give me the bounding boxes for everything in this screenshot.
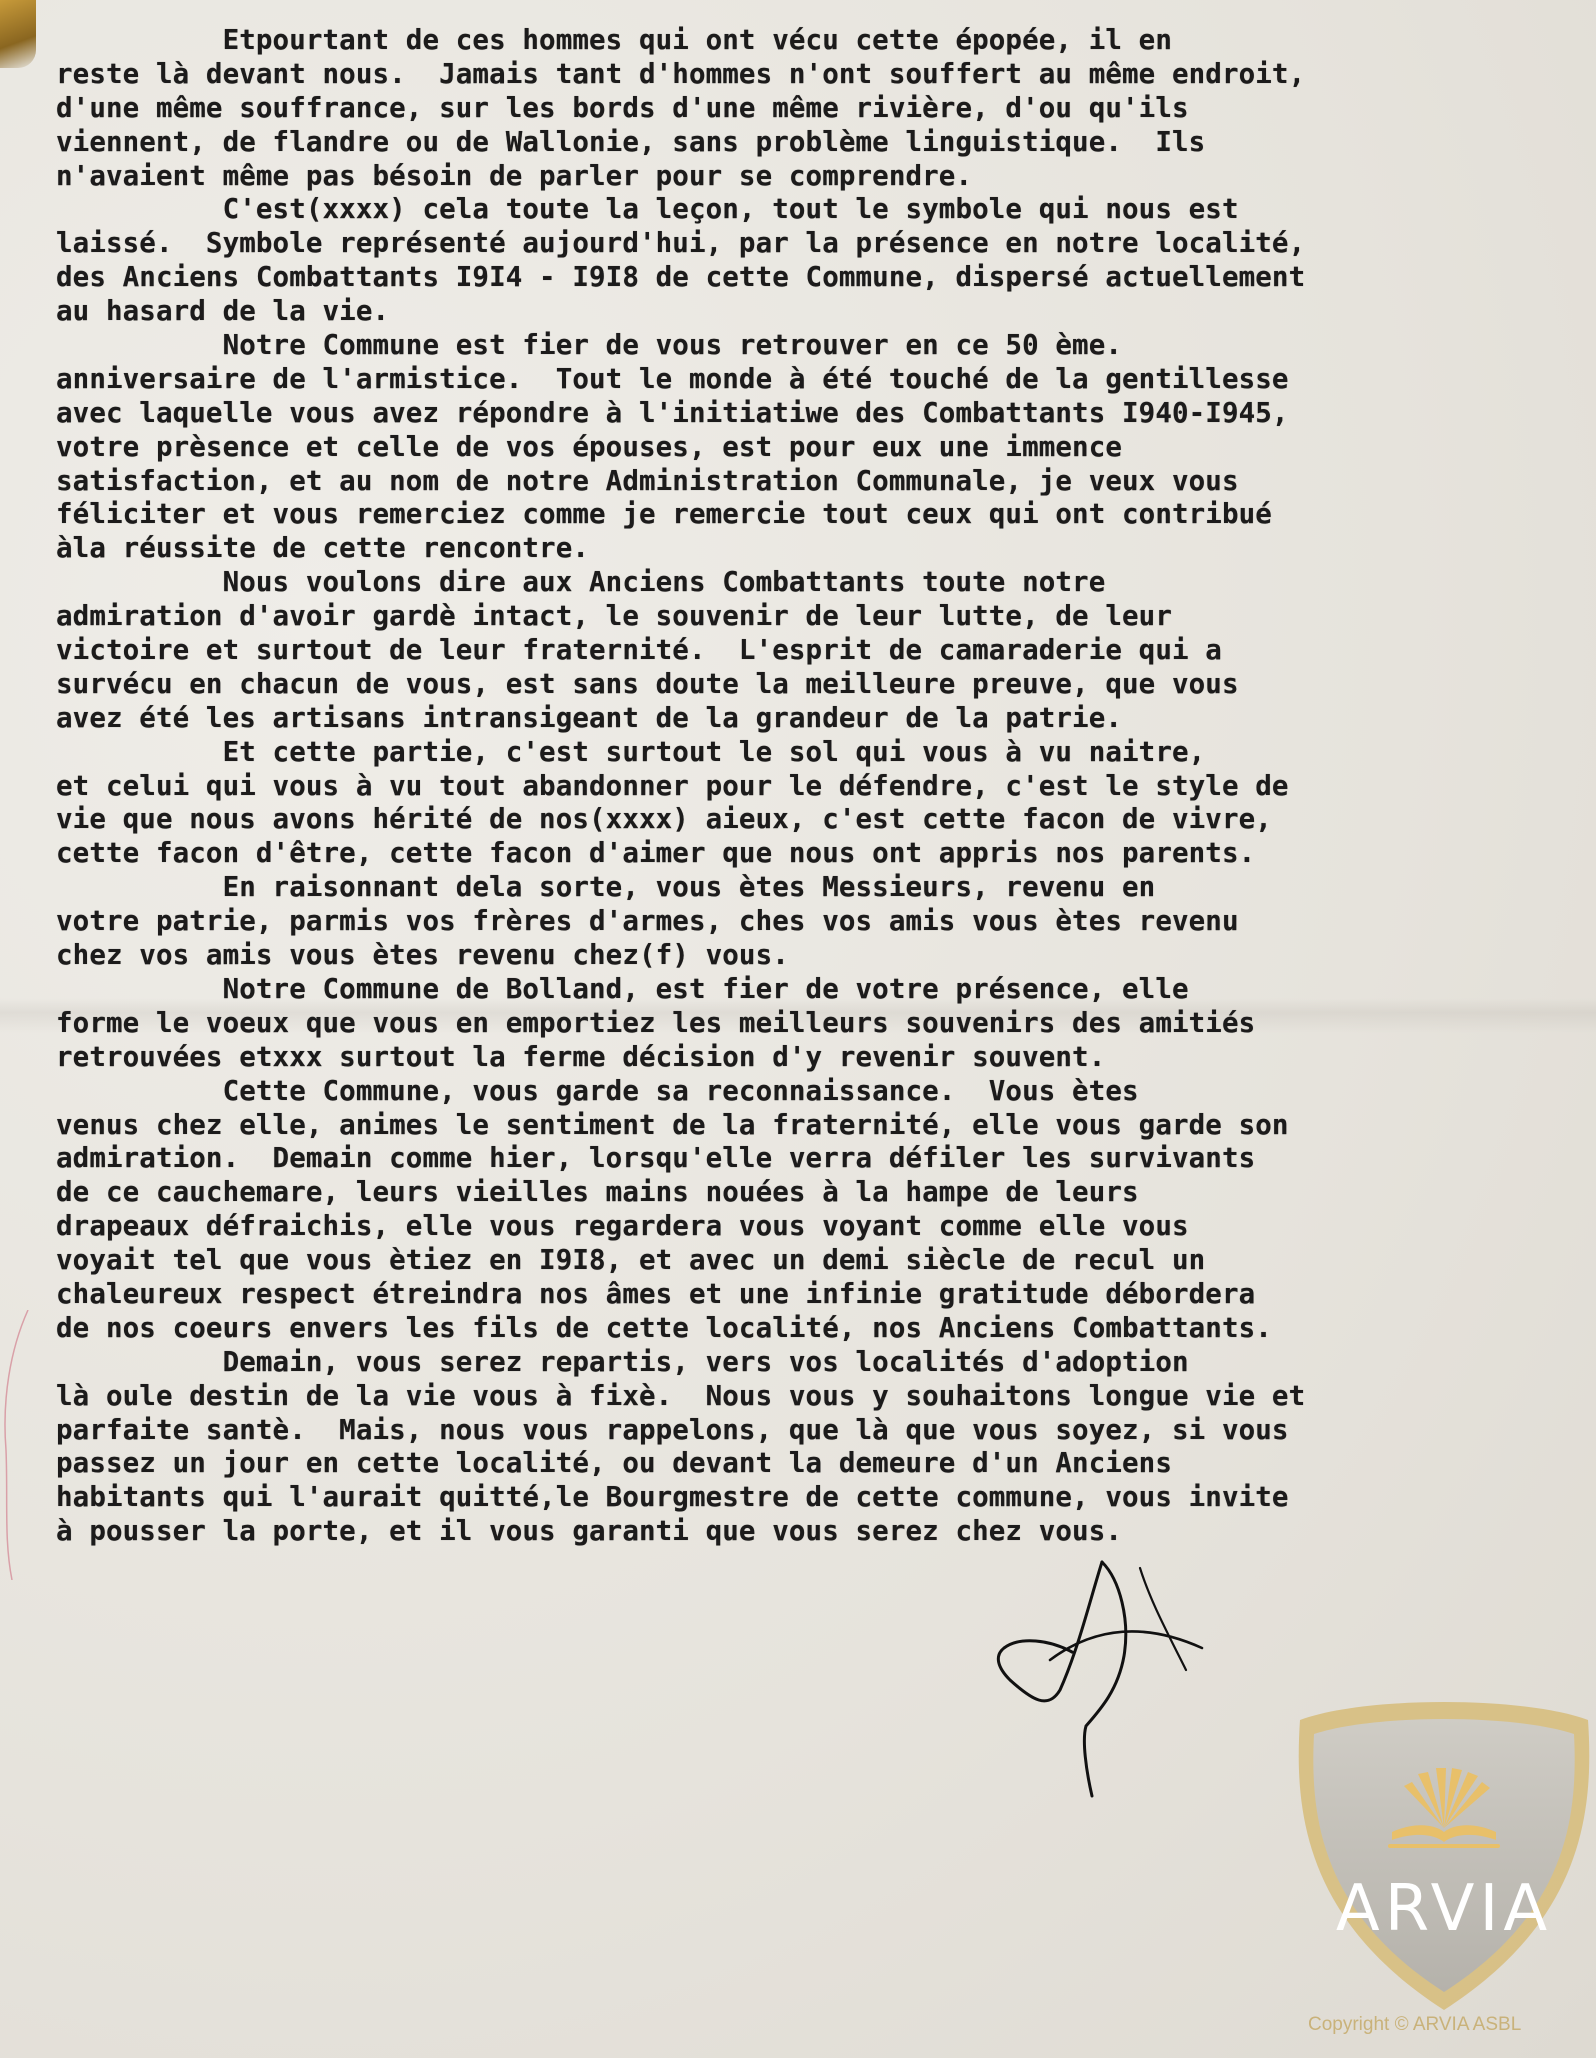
text-line: forme le voeux que vous en emportiez les meilleurs souvenirs des amitiés	[56, 1006, 1256, 1039]
text-line: et celui qui vous à vu tout abandonner pour le défendre, c'est le style de	[56, 769, 1289, 802]
text-line: anniversaire de l'armistice. Tout le monde à été touché de la gentillesse	[56, 362, 1289, 395]
text-line: voyait tel que vous ètiez en I9I8, et avec un demi siècle de recul un	[56, 1244, 1206, 1277]
text-line: drapeaux défraichis, elle vous regardera vous voyant comme elle vous	[56, 1210, 1189, 1243]
text-line: admiration. Demain comme hier, lorsqu'elle verra défiler les survivants	[56, 1142, 1256, 1175]
text-line: àla réussite de cette rencontre.	[56, 532, 590, 565]
text-line: de nos coeurs envers les fils de cette localité, nos Anciens Combattants.	[56, 1311, 1272, 1344]
text-line: retrouvées etxxx surtout la ferme décision d'y revenir souvent.	[56, 1040, 1106, 1073]
text-line: vie que nous avons hérité de nos(xxxx) aieux, c'est cette facon de vivre,	[56, 803, 1272, 836]
text-line: là oule destin de la vie vous à fixè. Nous vous y souhaitons longue vie et	[56, 1379, 1306, 1412]
text-line: Nous voulons dire aux Anciens Combattants toute notre	[56, 566, 1106, 599]
text-line: avez été les artisans intransigeant de la grandeur de la patrie.	[56, 701, 1123, 734]
arvia-shield-logo	[1284, 1690, 1596, 2020]
text-line: reste là devant nous. Jamais tant d'hommes n'ont souffert au même endroit,	[56, 57, 1306, 90]
text-line: au hasard de la vie.	[56, 295, 390, 328]
typed-letter-body	[56, 24, 1586, 1549]
text-line: C'est(xxxx) cela toute la leçon, tout le symbole qui nous est	[56, 193, 1239, 226]
text-line: Demain, vous serez repartis, vers vos localités d'adoption	[56, 1345, 1189, 1378]
text-line: chez vos amis vous ètes revenu chez(f) vous.	[56, 939, 789, 972]
text-line: Etpourtant de ces hommes qui ont vécu cette épopée, il en	[56, 24, 1172, 56]
text-line: Notre Commune est fier de vous retrouver en ce 50 ème.	[56, 329, 1123, 362]
text-line: votre patrie, parmis vos frères d'armes, ches vos amis vous ètes revenu	[56, 905, 1239, 938]
text-line: d'une même souffrance, sur les bords d'une même rivière, d'ou qu'ils	[56, 91, 1189, 124]
text-line: victoire et surtout de leur fraternité. L'esprit de camaraderie qui a	[56, 634, 1222, 667]
text-line: Notre Commune de Bolland, est fier de votre présence, elle	[56, 972, 1189, 1005]
tape-remnant	[0, 0, 36, 68]
text-line: parfaite santè. Mais, nous vous rappelons, que là que vous soyez, si vous	[56, 1413, 1289, 1446]
text-line: féliciter et vous remerciez comme je remercie tout ceux qui ont contribué	[56, 498, 1272, 531]
copyright-notice: Copyright © ARVIA ASBL	[1308, 2014, 1522, 2035]
arvia-logo-text: ARVIA	[1335, 1872, 1553, 1946]
text-line: Et cette partie, c'est surtout le sol qui vous à vu naitre,	[56, 735, 1206, 768]
text-line: viennent, de flandre ou de Wallonie, sans problème linguistique. Ils	[56, 125, 1206, 158]
text-line: des Anciens Combattants I9I4 - I9I8 de cette Commune, dispersé actuellement	[56, 261, 1306, 294]
text-line: Cette Commune, vous garde sa reconnaissance. Vous ètes	[56, 1074, 1139, 1107]
text-line: votre prèsence et celle de vos épouses, est pour eux une immence	[56, 430, 1123, 463]
text-line: admiration d'avoir gardè intact, le souvenir de leur lutte, de leur	[56, 600, 1172, 633]
text-line: passez un jour en cette localité, ou devant la demeure d'un Anciens	[56, 1447, 1172, 1480]
text-line: laissé. Symbole représenté aujourd'hui, par la présence en notre localité,	[56, 227, 1306, 260]
text-line: de ce cauchemare, leurs vieilles mains nouées à la hampe de leurs	[56, 1176, 1139, 1209]
text-line: cette facon d'être, cette facon d'aimer que nous ont appris nos parents.	[56, 837, 1256, 870]
text-line: avec laquelle vous avez répondre à l'initiatiwe des Combattants I940-I945,	[56, 396, 1289, 429]
text-line: n'avaient même pas bésoin de parler pour se comprendre.	[56, 159, 973, 192]
text-line: chaleureux respect étreindra nos âmes et une infinie gratitude débordera	[56, 1277, 1256, 1310]
text-line: En raisonnant dela sorte, vous ètes Messieurs, revenu en	[56, 871, 1156, 904]
text-line: survécu en chacun de vous, est sans doute la meilleure preuve, que vous	[56, 667, 1239, 700]
text-line: habitants qui l'aurait quitté,le Bourgmestre de cette commune, vous invite	[56, 1481, 1289, 1514]
handwritten-signature	[990, 1560, 1230, 1800]
text-line: satisfaction, et au nom de notre Administration Communale, je veux vous	[56, 464, 1239, 497]
text-line: venus chez elle, animes le sentiment de la fraternité, elle vous garde son	[56, 1108, 1289, 1141]
text-line: à pousser la porte, et il vous garanti que vous serez chez vous.	[56, 1515, 1123, 1548]
margin-pencil-mark	[0, 1310, 30, 1580]
